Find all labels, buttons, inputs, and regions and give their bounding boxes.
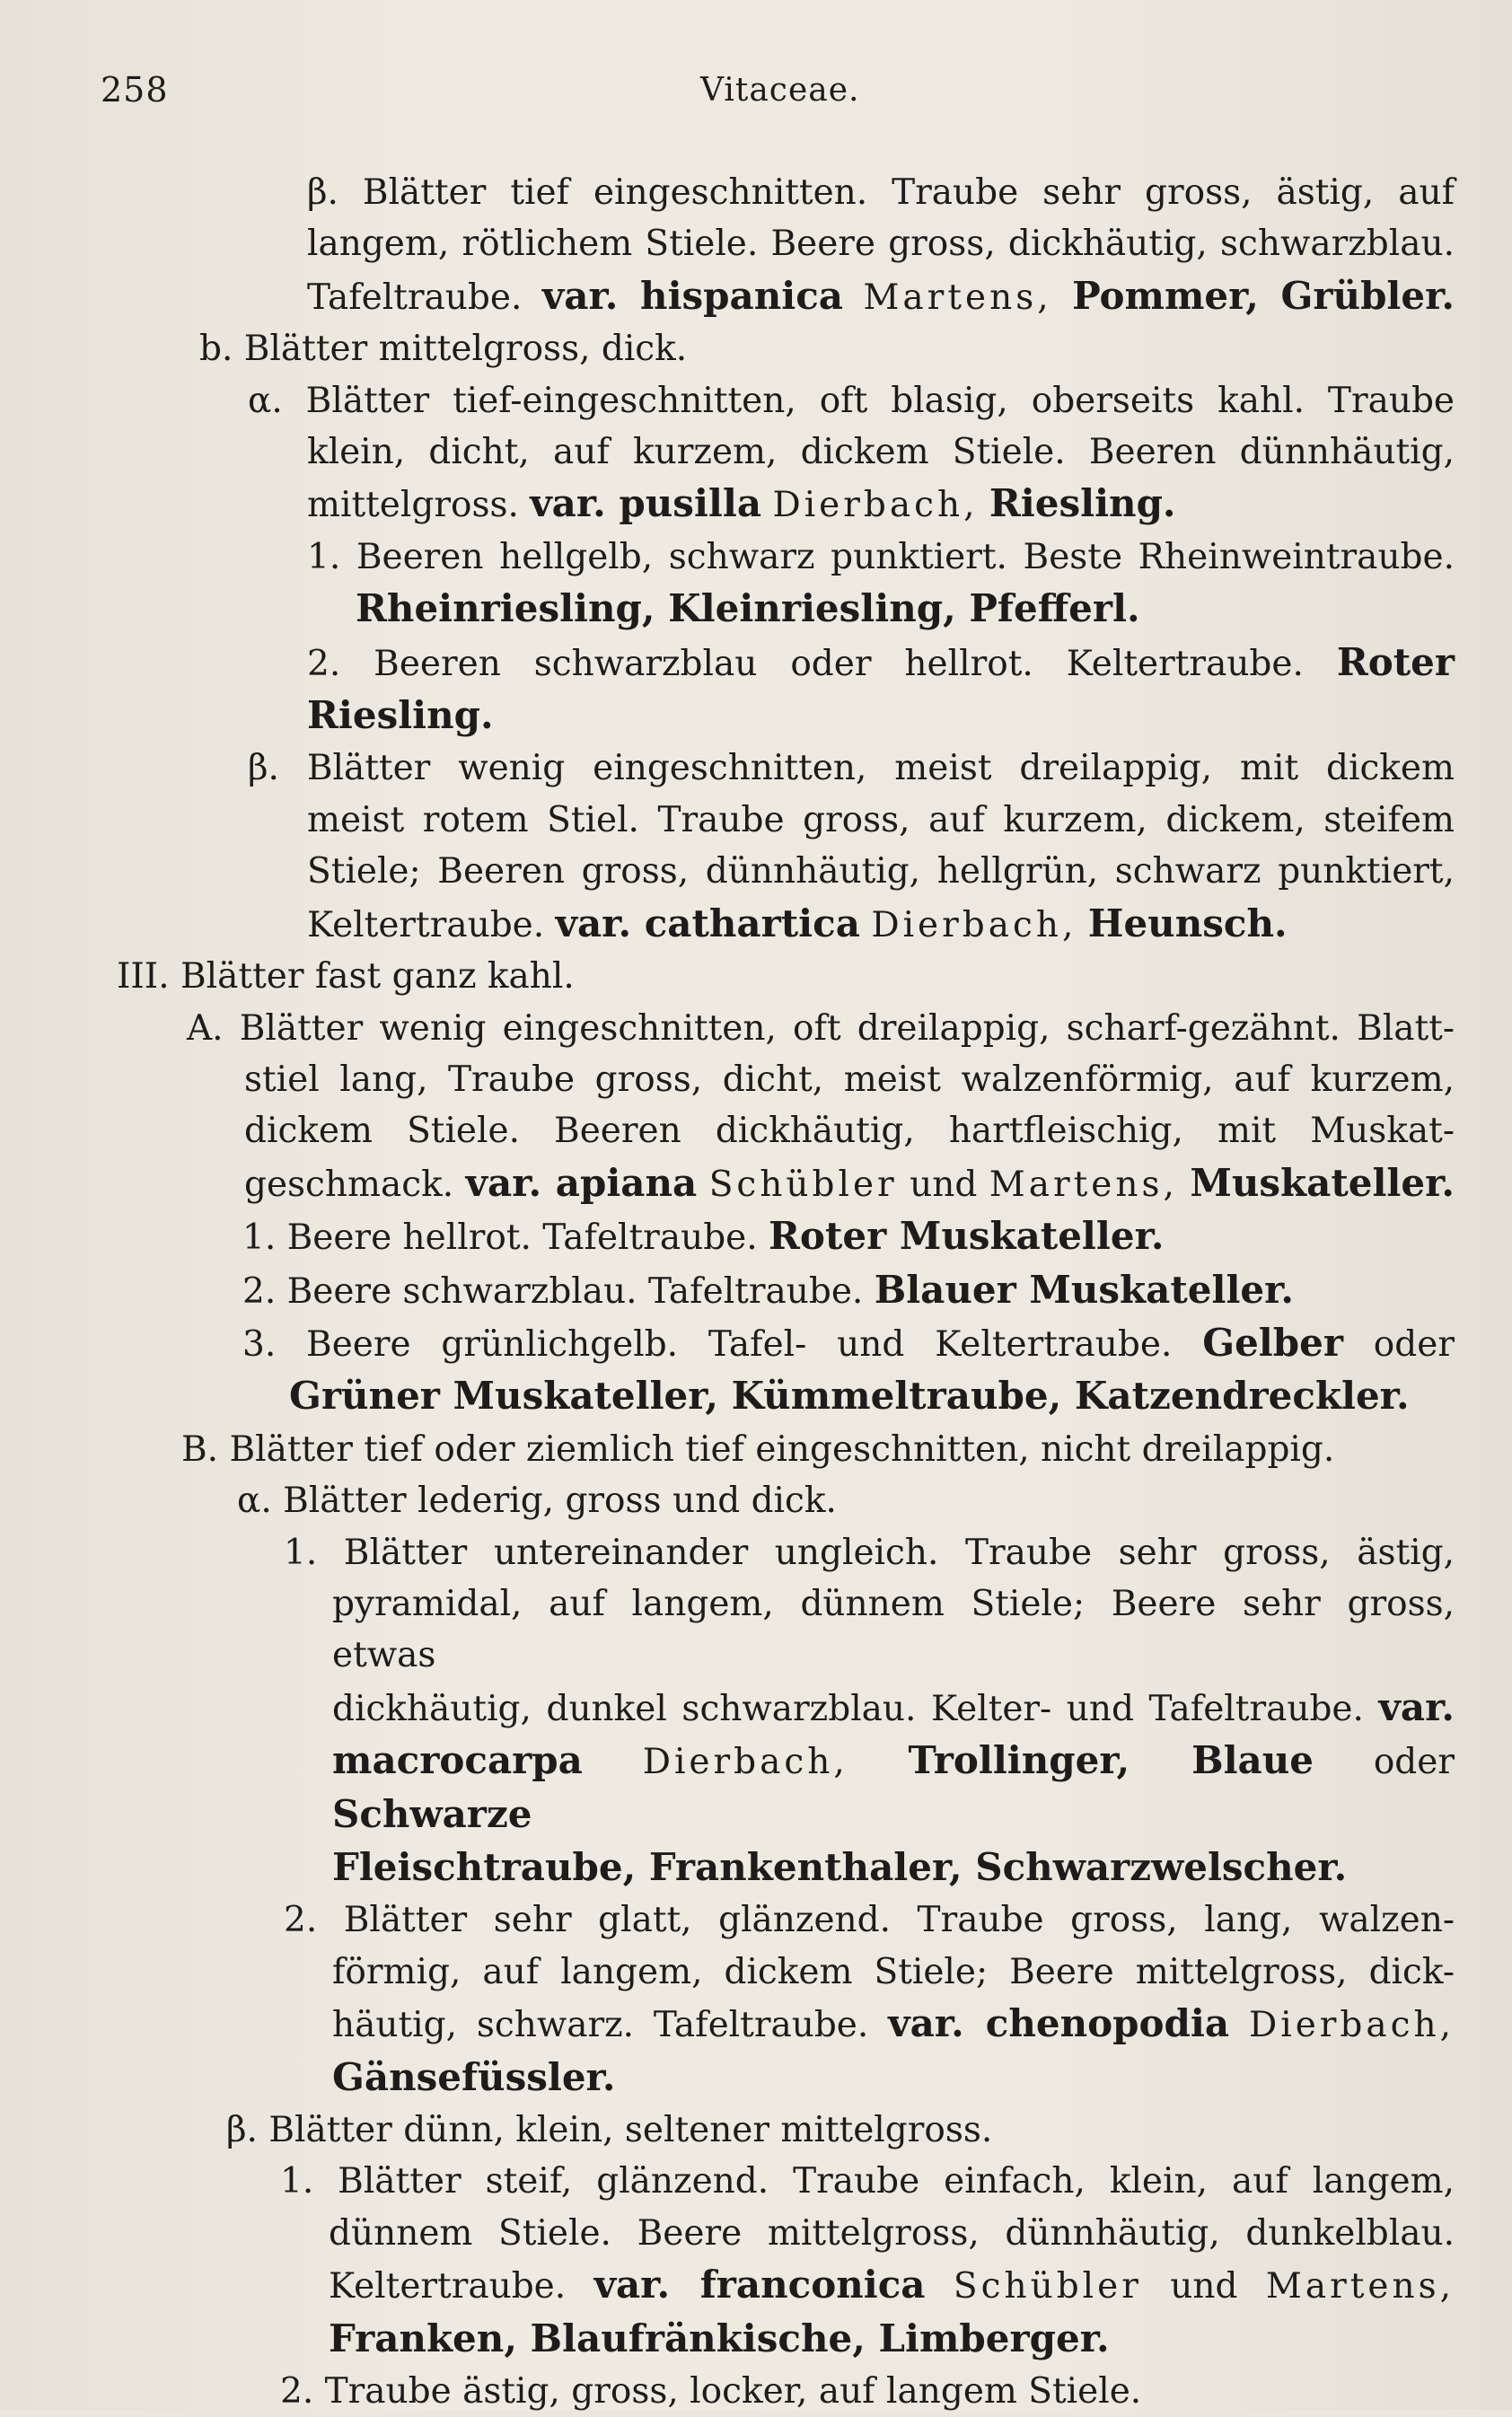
page-header — [101, 70, 1449, 115]
text-run: dickhäutig, dunkel schwarzblau. Kelter- und Tafeltraube. — [332, 1688, 1379, 1729]
text-run: 2. Traube ästig, gross, locker, auf langem Stiele. — [280, 2371, 1142, 2413]
text-run: A. Blätter wenig eingeschnitten, oft dreilappig, scharf-gezähnt. Blatt- — [187, 1007, 1455, 1049]
text-run: Keltertraube. — [329, 2266, 594, 2307]
running-title: Vitaceae. — [700, 72, 860, 109]
text-run: stiel lang, Traube gross, dicht, meist walzenförmig, auf kurzem, — [244, 1059, 1455, 1100]
text-line — [117, 167, 1455, 218]
text-line — [117, 583, 1455, 636]
bold-term: Muskateller. — [1190, 1160, 1455, 1205]
text-run — [1178, 1165, 1190, 1205]
bold-term: Riesling. — [989, 481, 1176, 526]
bold-term: var. franconica — [593, 2263, 926, 2307]
text-line — [117, 375, 1455, 426]
bold-term: Heunsch. — [1087, 901, 1288, 945]
text-line — [117, 637, 1455, 743]
spaced-author: Dierbach, — [772, 485, 979, 526]
text-run: meist rotem Stiel. Traube gross, auf kurzem, dickem, steifem — [307, 799, 1455, 840]
text-run: α. Blätter tief-eingeschnitten, oft blasig, oberseits kahl. Traube — [248, 380, 1455, 421]
text-line — [117, 2208, 1455, 2259]
spaced-author: Schübler — [953, 2266, 1142, 2307]
text-line — [117, 2366, 1455, 2417]
text-line — [117, 1424, 1455, 1475]
text-run: 1. Blätter steif, glänzend. Traube einfach, klein, auf langem, — [280, 2161, 1455, 2202]
text-run: β. Blätter wenig eingeschnitten, meist dreilappig, mit dickem — [248, 748, 1455, 789]
text-line — [117, 2052, 1455, 2105]
text-line — [117, 743, 1455, 794]
spaced-author: Dierbach, — [871, 904, 1077, 945]
text-line — [117, 1264, 1455, 1317]
text-run: dickem Stiele. Beeren dickhäutig, hartfleischig, mit Muskat- — [244, 1111, 1455, 1152]
text-line — [117, 898, 1455, 951]
text-line — [117, 951, 1455, 1002]
text-run: α. Blätter lederig, gross und dick. — [237, 1481, 837, 1522]
text-line — [117, 270, 1455, 323]
text-run: Tafeltraube. — [307, 277, 542, 318]
bold-term: Trollinger, Blaue — [908, 1738, 1314, 1783]
text-line — [117, 2259, 1455, 2312]
bold-term: Franken, Blaufränkische, Limberger. — [329, 2316, 1110, 2360]
text-run — [761, 485, 772, 525]
text-run — [843, 277, 863, 318]
text-run — [926, 2266, 954, 2307]
page-body-text — [117, 167, 1455, 2417]
text-run — [848, 1742, 909, 1782]
text-line — [117, 532, 1455, 583]
text-line — [117, 2156, 1455, 2207]
bold-term: Gelber — [1202, 1320, 1343, 1365]
text-run — [978, 485, 989, 525]
bold-term: Roter Riesling. — [307, 639, 1455, 738]
text-line — [117, 1998, 1455, 2051]
spaced-author: Martens, — [1265, 2266, 1455, 2307]
text-run: häutig, schwarz. Tafeltraube. — [332, 2005, 889, 2046]
text-run: 2. Beeren schwarzblau oder hellrot. Keltertraube. — [307, 643, 1337, 684]
text-line — [117, 1370, 1455, 1423]
page-number: 258 — [101, 70, 169, 110]
text-run: 1. Beeren hellgelb, schwarz punktiert. Beste Rheinweintraube. — [307, 536, 1455, 577]
text-run: oder — [1342, 1323, 1455, 1365]
text-line — [117, 1841, 1455, 1894]
bold-term: var. cathartica — [555, 901, 860, 945]
text-line — [117, 1527, 1455, 1578]
text-line — [117, 2313, 1455, 2366]
bold-term: var. chenopodia — [888, 2001, 1230, 2046]
text-run — [697, 1165, 708, 1205]
text-run — [1052, 277, 1072, 318]
text-line — [117, 1105, 1455, 1156]
text-line — [117, 1735, 1455, 1841]
text-run: β. Blätter tief eingeschnitten. Traube sehr gross, ästig, auf — [307, 172, 1455, 213]
text-line — [117, 1475, 1455, 1526]
text-run: Stiele; Beeren gross, dünnhäutig, hellgrün, schwarz punktiert, — [307, 851, 1455, 892]
text-line — [117, 1317, 1455, 1370]
text-line — [117, 1682, 1455, 1735]
bold-term: Roter Muskateller. — [769, 1214, 1165, 1259]
text-run: dünnem Stiele. Beere mittelgross, dünnhäutig, dunkelblau. — [329, 2212, 1455, 2254]
text-run: 2. Beere schwarzblau. Tafeltraube. — [242, 1270, 875, 1312]
text-run: B. Blätter tief oder ziemlich tief eingeschnitten, nicht dreilappig. — [181, 1428, 1335, 1470]
text-run: klein, dicht, auf kurzem, dickem Stiele. Beeren dünnhäutig, — [307, 432, 1455, 473]
bold-term: Rheinriesling, Kleinriesling, Pfefferl. — [356, 586, 1140, 631]
text-line — [117, 1947, 1455, 1998]
bold-term: Schwarze — [332, 1791, 532, 1836]
text-run: 1. Beere hellrot. Tafeltraube. — [242, 1217, 769, 1259]
text-line — [117, 323, 1455, 374]
text-line — [117, 478, 1455, 531]
text-run: förmig, auf langem, dickem Stiele; Beere mittelgross, dick- — [332, 1951, 1455, 1992]
spaced-author: Dierbach, — [1248, 2005, 1455, 2046]
text-line — [117, 426, 1455, 478]
bold-term: Fleischtraube, Frankenthaler, Schwarzwelscher. — [332, 1845, 1348, 1889]
text-line — [117, 1894, 1455, 1946]
text-line — [117, 1054, 1455, 1105]
spaced-author: Schübler — [708, 1164, 898, 1205]
text-run — [583, 1742, 643, 1782]
text-line — [117, 218, 1455, 269]
text-run: b. Blätter mittelgross, dick. — [199, 329, 688, 370]
text-run: 1. Blätter untereinander ungleich. Traube sehr gross, ästig, — [284, 1532, 1455, 1573]
text-line — [117, 846, 1455, 897]
spaced-author: Martens, — [863, 277, 1052, 318]
text-line — [117, 1003, 1455, 1054]
text-line — [117, 795, 1455, 846]
text-run — [1229, 2005, 1249, 2045]
bold-term: var. pusilla — [530, 481, 762, 526]
text-run: geschmack. — [244, 1164, 466, 1205]
spaced-author: Martens, — [989, 1164, 1178, 1205]
bold-term: macrocarpa — [332, 1738, 583, 1783]
text-line — [117, 1578, 1455, 1682]
text-run — [1077, 905, 1087, 945]
text-run: Keltertraube. — [307, 904, 556, 945]
text-line — [117, 2105, 1455, 2156]
bold-term: Pommer, Grübler. — [1072, 273, 1455, 318]
text-line — [117, 1157, 1455, 1210]
text-run: langem, rötlichem Stiele. Beere gross, dickhäutig, schwarzblau. — [307, 224, 1455, 265]
text-run: β. Blätter dünn, klein, seltener mittelgross. — [226, 2110, 993, 2151]
text-run: 3. Beere grünlichgelb. Tafel- und Keltertraube. — [242, 1323, 1203, 1365]
text-run: 2. Blätter sehr glatt, glänzend. Traube gross, lang, walzen- — [284, 1900, 1455, 1941]
text-run: und — [1141, 2266, 1266, 2307]
text-run — [860, 905, 871, 945]
text-run: mittelgross. — [307, 485, 531, 526]
text-run: oder — [1314, 1742, 1455, 1783]
bold-term: Gänsefüssler. — [332, 2054, 616, 2099]
text-run: pyramidal, auf langem, dünnem Stiele; Beere sehr gross, etwas — [332, 1583, 1455, 1676]
bold-term: var. apiana — [465, 1160, 698, 1205]
bold-term: Grüner Muskateller, Kümmeltraube, Katzendreckler. — [289, 1374, 1410, 1419]
bold-term: Blauer Muskateller. — [874, 1267, 1295, 1312]
bold-term: var. — [1378, 1684, 1455, 1729]
text-line — [117, 1210, 1455, 1263]
bold-term: var. hispanica — [541, 273, 844, 318]
text-run: und — [897, 1164, 989, 1205]
text-run: III. Blätter fast ganz kahl. — [117, 956, 575, 998]
spaced-author: Dierbach, — [642, 1742, 848, 1783]
